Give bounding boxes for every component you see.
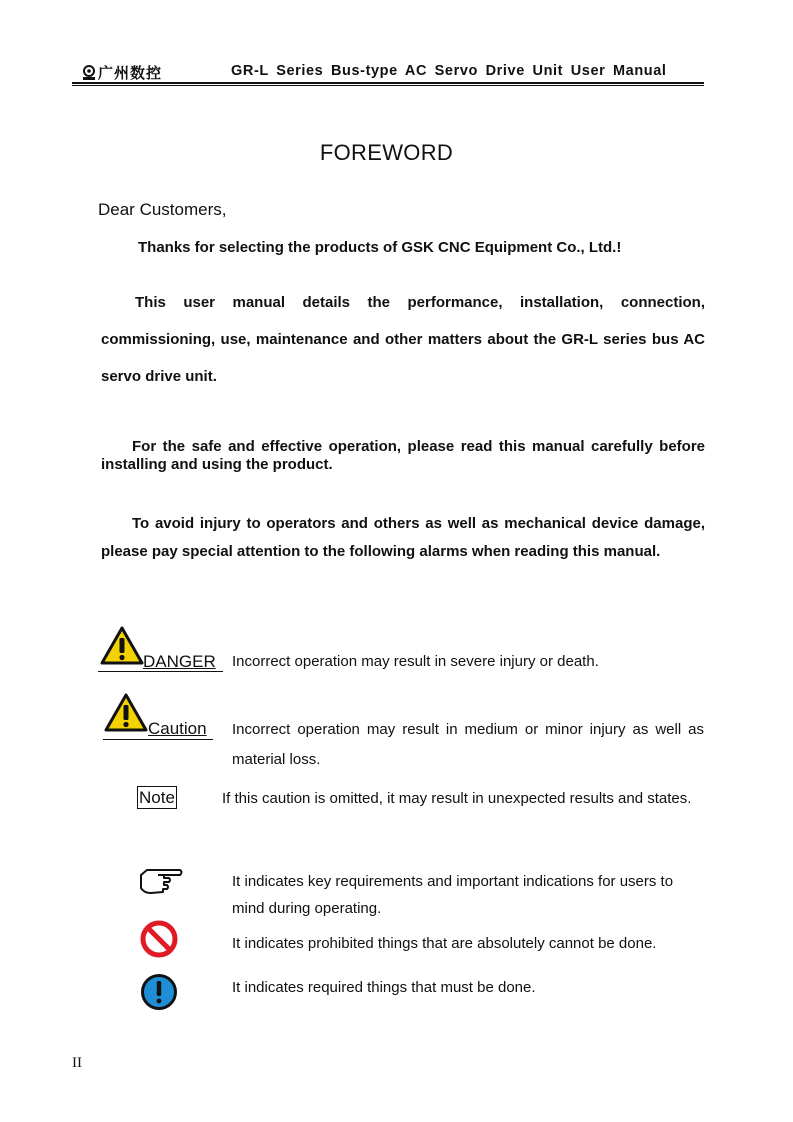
key-requirement-description: It indicates key requirements and important indications for users to mind during operating. — [232, 873, 674, 917]
prohibited-icon — [139, 919, 179, 959]
caution-description: Incorrect operation may result in medium or minor injury as well as material loss. — [232, 721, 704, 768]
company-logo — [82, 62, 162, 83]
thanks-line: Thanks for selecting the products of GSK CNC Equipment Co., Ltd.! — [138, 239, 622, 256]
pointing-hand-icon — [138, 866, 184, 896]
caution-warning-triangle-icon — [104, 693, 148, 733]
caution-label: Caution — [148, 719, 207, 738]
paragraph-manual-details: This user manual details the performance, installation, connection, commissioning, use, maintenance and other matters about the GR-L series bus AC servo drive unit. — [101, 294, 705, 385]
danger-warning-triangle-icon — [100, 626, 144, 666]
danger-label: DANGER — [143, 652, 216, 671]
greeting: Dear Customers, — [98, 200, 227, 219]
note-label: Note — [139, 788, 175, 807]
caution-underline — [103, 739, 213, 740]
header-rule — [72, 82, 704, 84]
prohibited-description: It indicates prohibited things that are absolutely cannot be done. — [232, 935, 657, 952]
logo-text: 广州数控 — [98, 65, 163, 82]
header-rule-thin — [72, 85, 704, 86]
danger-description: Incorrect operation may result in severe injury or death. — [232, 653, 599, 670]
paragraph-avoid-injury: To avoid injury to operators and others as well as mechanical device damage, please pay special attention to the following alarms when reading this manual. — [101, 515, 705, 560]
header-title: GR-L Series Bus-type AC Servo Drive Unit User Manual — [231, 63, 667, 79]
page-number: II — [72, 1055, 82, 1071]
paragraph-safe-operation: For the safe and effective operation, please read this manual carefully before installing and using the product. — [101, 438, 705, 473]
page-title: FOREWORD — [319, 140, 454, 165]
gsk-logo-icon — [82, 65, 96, 81]
required-description: It indicates required things that must be done. — [232, 979, 536, 996]
exclamation-circle-icon — [140, 973, 178, 1011]
note-description: If this caution is omitted, it may result in unexpected results and states. — [222, 790, 692, 807]
